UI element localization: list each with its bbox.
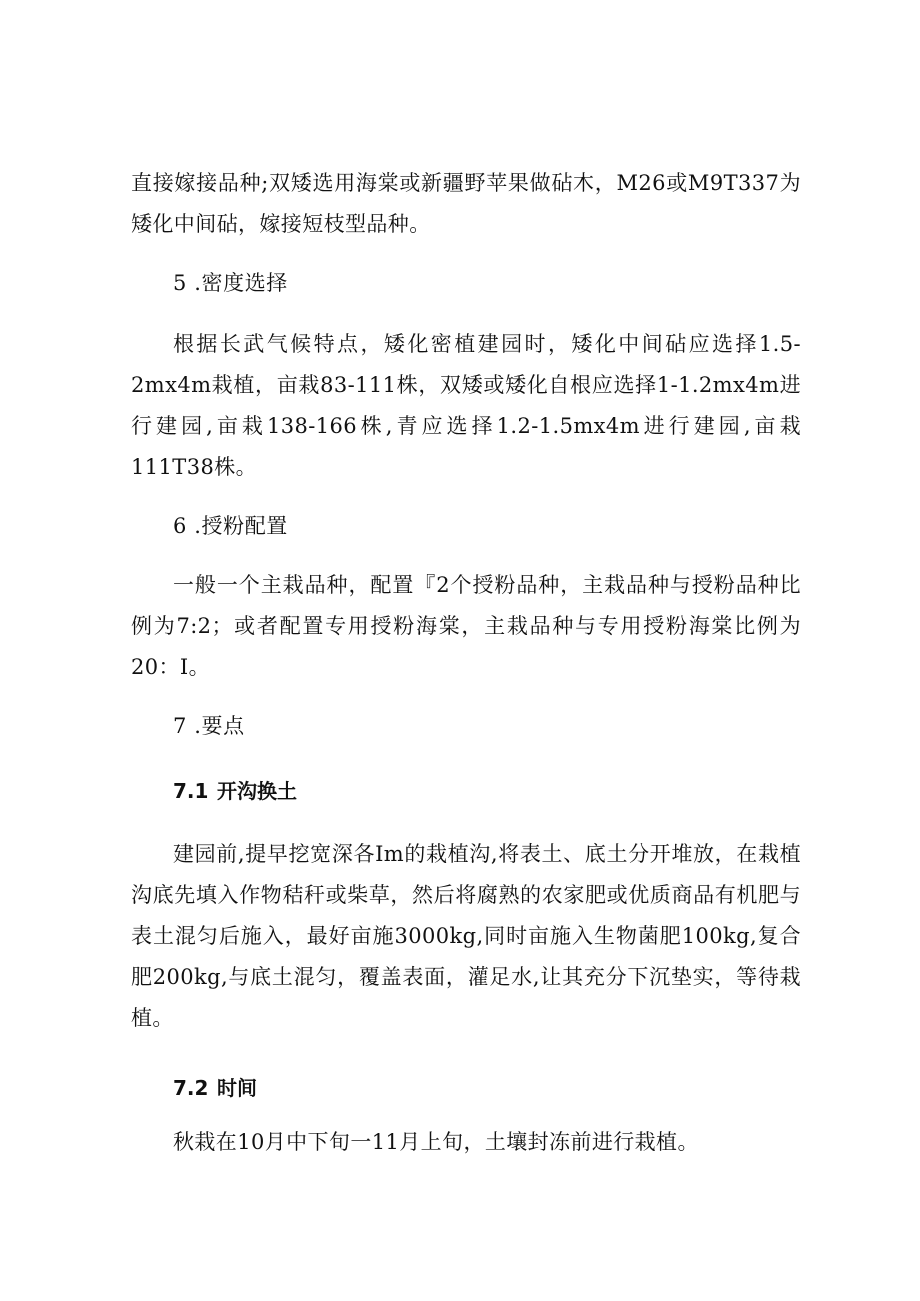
section-heading-key-points: 7 .要点 <box>173 714 245 738</box>
subsection-title: 开沟换土 <box>217 779 297 803</box>
paragraph-density: 根据长武气候特点，矮化密植建园时，矮化中间砧应选择1.5-2mx4m栽植，亩栽83-111株，双矮或矮化自根应选择1-1.2mx4m进行建园,亩栽138-166株,青应选择1.2-1.5mx4m进行建园,亩栽111T38株。 <box>131 332 801 479</box>
subsection-heading-trenching <box>131 776 843 806</box>
section-heading-density: 5 .密度选择 <box>173 271 288 295</box>
section-heading-pollination: 6 .授粉配置 <box>173 514 288 538</box>
subsection-title: 时间 <box>217 1076 257 1100</box>
paragraph-pollination: 一般一个主栽品种，配置『2个授粉品种，主栽品种与授粉品种比例为7:2；或者配置专用授粉海棠，主栽品种与专用授粉海棠比例为20：I。 <box>131 573 801 679</box>
paragraph-rootstock-continued: 直接嫁接品种;双矮选用海棠或新疆野苹果做砧木，M26或M9T337为矮化中间砧，嫁接短枝型品种。 <box>131 171 801 236</box>
subsection-number: 7.1 <box>173 779 209 803</box>
subsection-heading-timing <box>131 1073 843 1103</box>
paragraph-trenching: 建园前,提早挖宽深各Im的栽植沟,将表土、底土分开堆放，在栽植沟底先填入作物秸秆或柴草，然后将腐熟的农家肥或优质商品有机肥与表土混匀后施入，最好亩施3000kg,同时亩施入生物菌肥100kg,复合肥200kg,与底土混匀，覆盖表面，灌足水,让其充分下沉垫实，等待栽植。 <box>131 842 801 1030</box>
paragraph-timing: 秋栽在10月中下旬一11月上旬，土壤封冻前进行栽植。 <box>173 1130 699 1154</box>
subsection-number: 7.2 <box>173 1076 209 1100</box>
